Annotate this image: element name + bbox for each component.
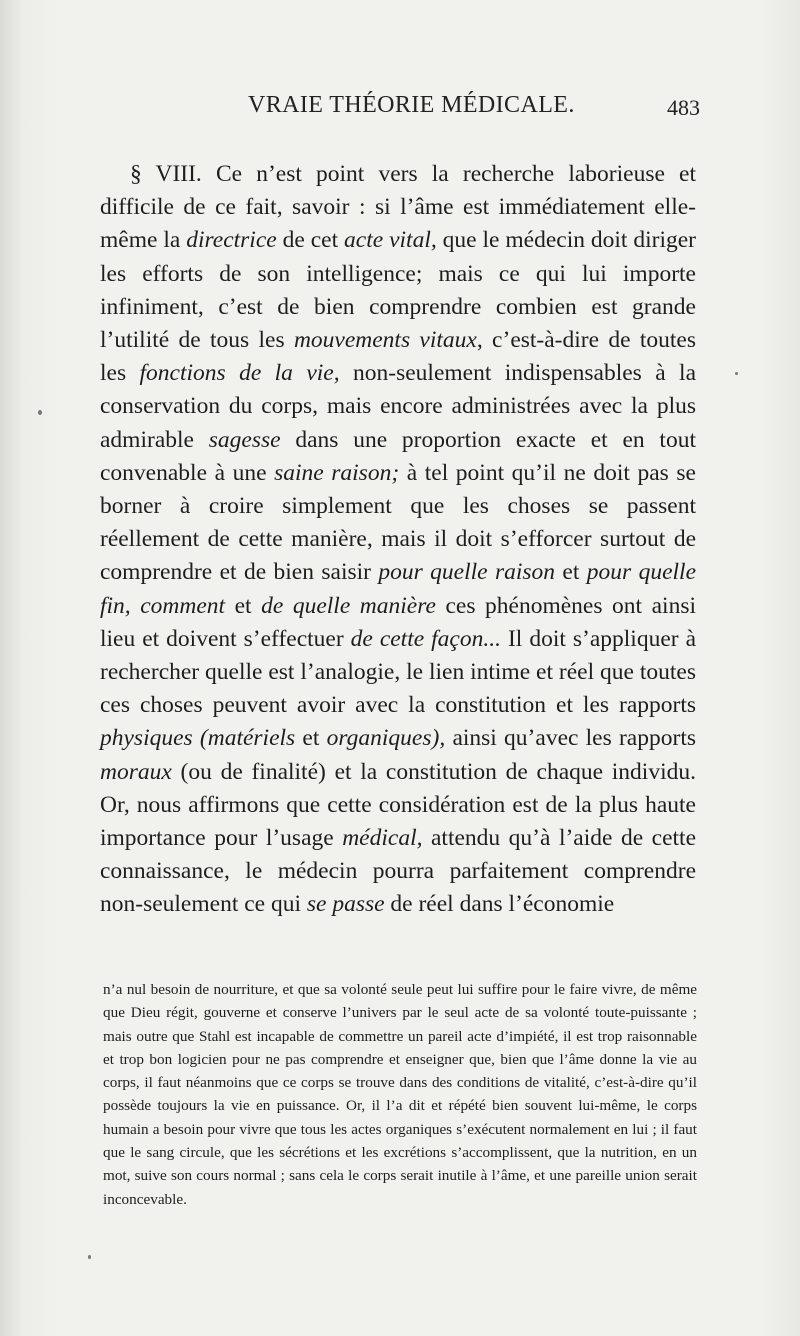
italic-term: sagesse [208,426,281,453]
italic-term: organiques), [326,725,446,752]
text-run: non-seulement indispensables à la conservation du corps, mais encore administrées avec la plus admirable [100,360,697,453]
footnote [103,978,697,1211]
text-run: à tel point qu’il ne doit pas se borner à croire simplement que les choses se passent réellement de cette manière, mais il doit s’efforcer surtout de comprendre et de bien saisir [100,459,696,586]
italic-term: mouvements vitaux [293,327,477,354]
italic-term: acte vital, [344,227,437,254]
footnote-text: n’a nul besoin de nourriture, et que sa volonté seule peut lui suffire pour le faire vivre, de même que Dieu régit, gouverne et conserve l’univers par le seul acte de sa volonté toute-puissante ; mais outre que Stahl est incapable de commettre un pareil acte d’impiété, il est trop raisonnable et trop bon logicien pour ne pas comprendre et enseigner que, bien que l’âme donne la vie au corps, il faut néanmoins que ce corps se trouve dans des conditions de vitalité, c’est-à-dire qu’il possède toujours la vie en puissance. Or, il l’a dit et répété bien souvent lui-même, le corps humain a besoin pour vivre que tous les actes organiques s’exécutent normalement en lui ; il faut que le sang circule, que les sécrétions et les excrétions s’accomplissent, que la nutrition, en un mot, suive son cours normal ; sans cela le corps serait inutile à l’âme, et une pareille union serait inconcevable. [103,981,697,1208]
text-run: et [295,725,327,752]
text-run: attendu qu’à l’aide de cette connaissance, le médecin pourra parfaitement comprendre non-seulement ce qui [100,825,697,918]
page-header [100,92,700,132]
italic-term: saine raison; [274,459,400,486]
italic-term: fonctions de la vie, [139,360,340,387]
text-run: ces phénomènes ont ainsi lieu et doivent s’effectuer [100,592,696,652]
italic-term: de quelle manière [261,592,436,619]
text-run: de cet [276,227,345,254]
paper-speck [88,1255,91,1259]
paper-speck [38,410,42,415]
text-run: (ou de finalité) et la constitution de chaque individu. Or, nous affirmons que cette considération est de la plus haute importance pour l’usage [100,758,696,852]
text-run: § VIII. Ce n’est point vers la recherche laborieuse et difficile de ce fait, savoir : si l’âme est immédiatement elle-même la [100,161,696,254]
text-run: de réel dans l’économie [384,891,615,918]
italic-term: physiques (matériels [100,725,296,752]
text-run: ainsi qu’avec les rapports [445,725,696,752]
main-text [100,158,696,922]
text-run: Il doit s’appliquer à rechercher quelle est l’analogie, le lien intime et réel que toutes ces choses peuvent avoir avec la constitution et les rapports [100,625,696,719]
text-run: que le médecin doit diriger les efforts de son intelligence; mais ce qui lui importe infiniment, c’est de bien comprendre combien est grande l’utilité de tous les [100,227,696,354]
running-title: VRAIE THÉORIE MÉDICALE. [248,92,575,118]
italic-term: pour quelle fin, comment [100,559,696,619]
text-run: et [555,559,587,586]
text-run: et [225,592,262,619]
text-run: dans une proportion exacte et en tout convenable à une [100,426,696,486]
paper-speck [735,372,738,375]
text-run: , c’est-à-dire de toutes les [100,327,697,387]
page-number: 483 [667,95,700,120]
italic-term: se passe [306,891,385,918]
paragraph-section-viii [100,158,696,922]
italic-term: de cette façon... [350,625,501,652]
italic-term: pour quelle raison [378,559,556,586]
italic-term: médical, [342,825,423,852]
italic-term: directrice [186,227,277,254]
italic-term: moraux [100,758,172,785]
